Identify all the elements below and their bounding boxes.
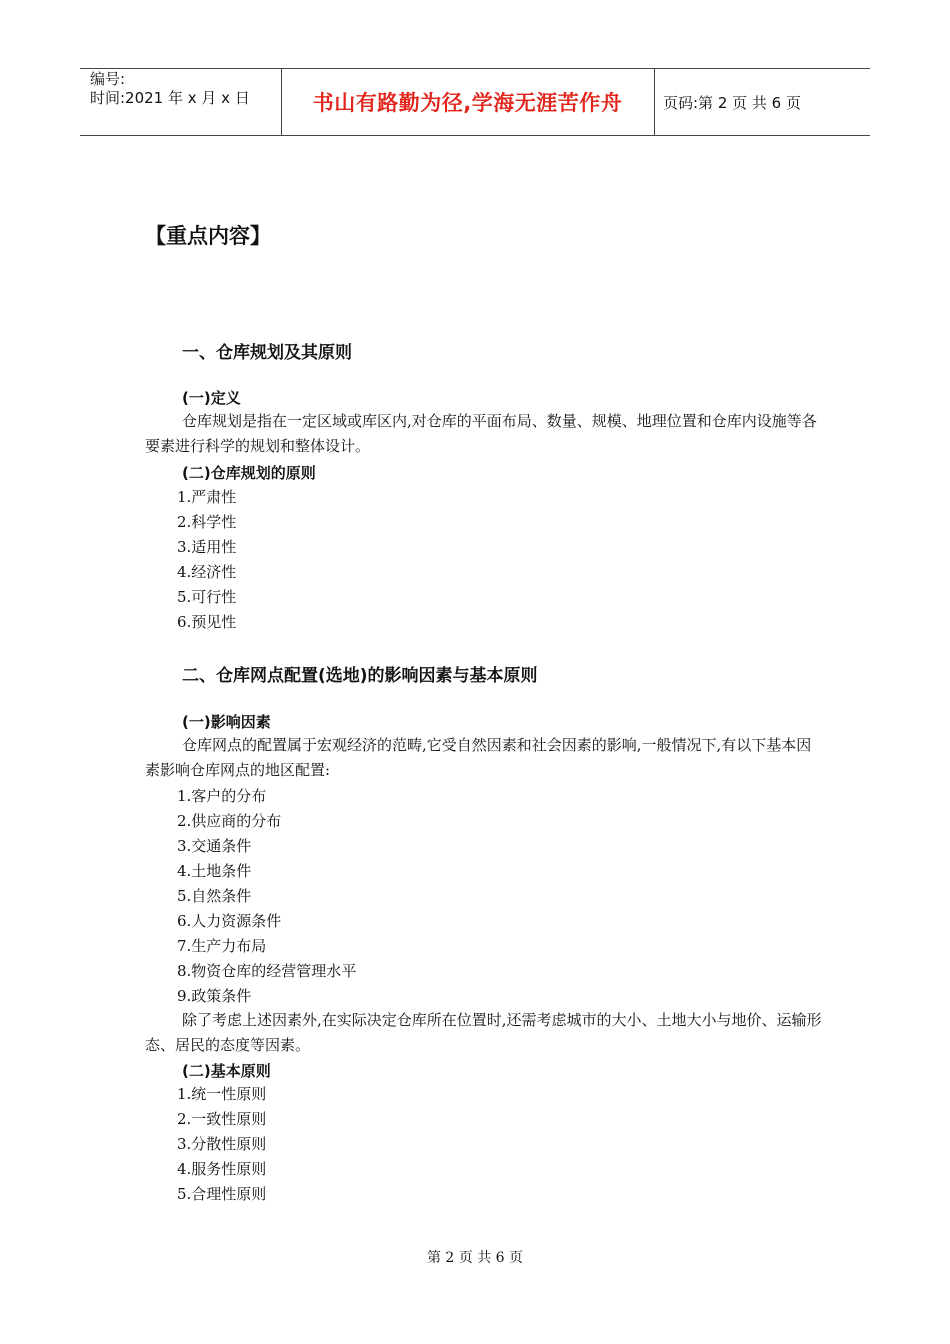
- section2-principles-list: [177, 1082, 266, 1207]
- list-item: 3.分散性原则: [177, 1135, 267, 1153]
- section2-additional-text: 除了考虑上述因素外,在实际决定仓库所在位置时,还需考虑城市的大小、土地大小与地价、运输形态、居民的态度等因素。: [145, 1011, 822, 1054]
- section1-sub1-title: (一)定义: [182, 389, 241, 407]
- section2-sub2-title: (二)基本原则: [182, 1062, 271, 1080]
- list-item: 4.服务性原则: [177, 1160, 267, 1178]
- list-item: 5.自然条件: [177, 887, 252, 905]
- list-item: 2.一致性原则: [177, 1110, 267, 1128]
- section1-definition-text: 仓库规划是指在一定区域或库区内,对仓库的平面布局、数量、规模、地理位置和仓库内设施等各要素进行科学的规划和整体设计。: [145, 412, 817, 455]
- header-motto: 书山有路勤为径,学海无涯苦作舟: [312, 91, 623, 115]
- section1-sub2-title: (二)仓库规划的原则: [182, 464, 316, 482]
- header-page-label: 页码:第 2 页 共 6 页: [663, 94, 801, 112]
- page-header: [80, 68, 870, 136]
- header-number-label: 编号:: [90, 70, 126, 88]
- list-item: 5.合理性原则: [177, 1185, 267, 1203]
- section2-title: 二、仓库网点配置(选地)的影响因素与基本原则: [182, 666, 538, 686]
- section2-factors-list: [177, 784, 356, 1009]
- section1-title: 一、仓库规划及其原则: [182, 343, 352, 363]
- list-item: 1.统一性原则: [177, 1085, 267, 1103]
- list-item: 2.科学性: [177, 513, 237, 531]
- list-item: 4.土地条件: [177, 862, 252, 880]
- section2-sub1-title: (一)影响因素: [182, 713, 271, 731]
- list-item: 6.人力资源条件: [177, 912, 282, 930]
- list-item: 1.严肃性: [177, 488, 237, 506]
- page-footer: 第 2 页 共 6 页: [426, 1250, 524, 1266]
- section2-factors-text: 仓库网点的配置属于宏观经济的范畴,它受自然因素和社会因素的影响,一般情况下,有以下基本因素影响仓库网点的地区配置:: [145, 736, 812, 779]
- list-item: 3.适用性: [177, 538, 237, 556]
- list-item: 2.供应商的分布: [177, 812, 282, 830]
- list-item: 9.政策条件: [177, 987, 252, 1005]
- list-item: 4.经济性: [177, 563, 237, 581]
- header-divider: [654, 68, 655, 136]
- list-item: 8.物资仓库的经营管理水平: [177, 962, 357, 980]
- section1-principles-list: [177, 485, 236, 635]
- header-info: [90, 70, 250, 108]
- list-item: 3.交通条件: [177, 837, 252, 855]
- list-item: 1.客户的分布: [177, 787, 267, 805]
- header-time-label: 时间:2021 年 x 月 x 日: [90, 89, 250, 107]
- list-item: 6.预见性: [177, 613, 237, 631]
- list-item: 7.生产力布局: [177, 937, 267, 955]
- list-item: 5.可行性: [177, 588, 237, 606]
- key-content-heading: 【重点内容】: [145, 224, 271, 248]
